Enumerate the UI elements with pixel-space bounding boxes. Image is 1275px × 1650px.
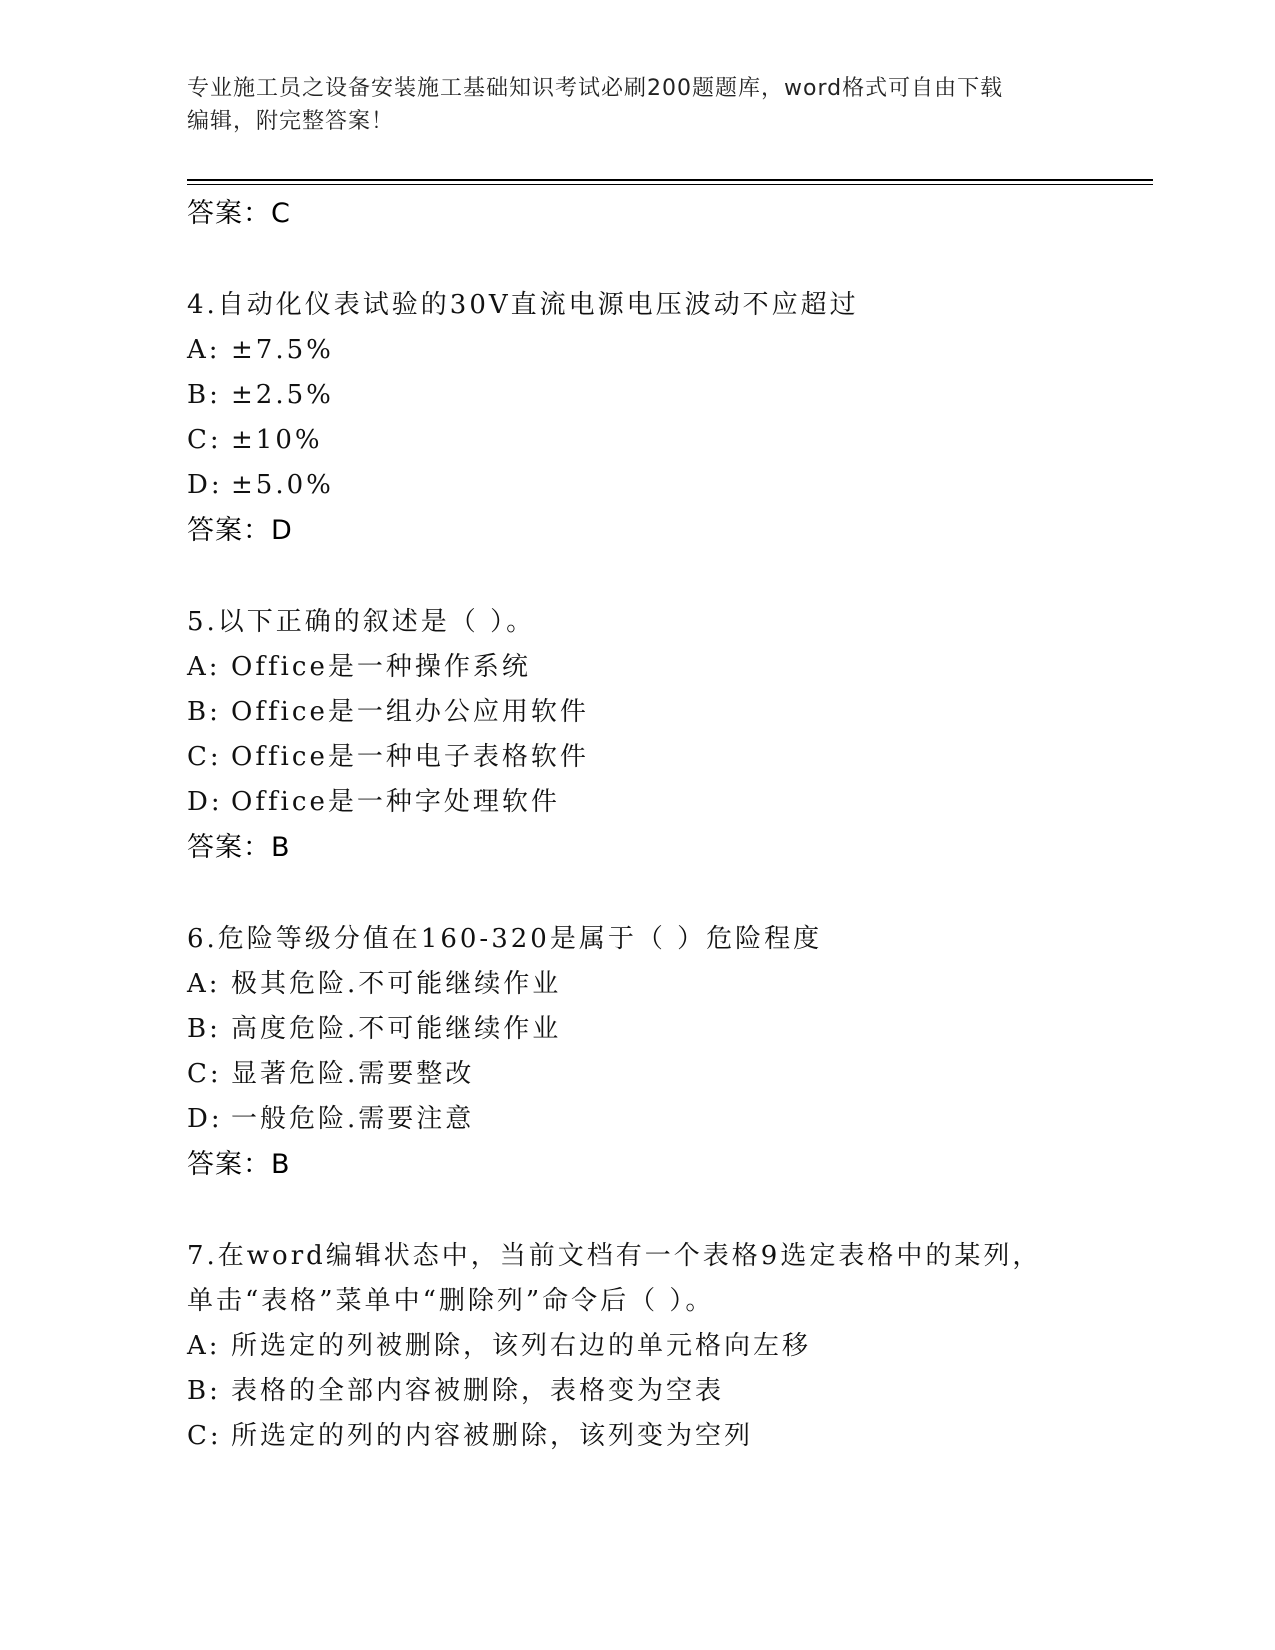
option-letter: A: xyxy=(187,652,221,682)
option-text: 极其危险.不可能继续作业 xyxy=(231,969,562,999)
question-list xyxy=(187,191,1087,1459)
question-block-4 xyxy=(187,283,1087,553)
option-letter: B: xyxy=(187,1376,221,1406)
header-line-1: 专业施工员之设备安装施工基础知识考试必刷200题题库，word格式可自由下载 xyxy=(187,76,1004,101)
option-b xyxy=(187,690,1087,735)
previous-answer: 答案：C xyxy=(187,198,291,229)
option-a xyxy=(187,962,1087,1007)
option-letter: A: xyxy=(187,1331,221,1361)
spacer xyxy=(187,1187,1087,1234)
option-b xyxy=(187,373,1087,418)
option-c xyxy=(187,418,1087,463)
option-letter: C: xyxy=(187,425,222,455)
option-c xyxy=(187,1414,1087,1459)
option-text: 高度危险.不可能继续作业 xyxy=(231,1014,562,1044)
option-b xyxy=(187,1007,1087,1052)
option-c xyxy=(187,1052,1087,1097)
option-letter: A: xyxy=(187,969,221,999)
option-d xyxy=(187,1097,1087,1142)
option-a xyxy=(187,645,1087,690)
option-letter: A: xyxy=(187,335,221,365)
option-d xyxy=(187,463,1087,508)
option-d xyxy=(187,780,1087,825)
option-text: Office是一组办公应用软件 xyxy=(231,697,589,727)
question-text: 4.自动化仪表试验的30V直流电源电压波动不应超过 xyxy=(187,290,859,320)
spacer xyxy=(187,870,1087,917)
header-rule-thick xyxy=(187,179,1153,181)
question-block-6 xyxy=(187,917,1087,1187)
option-letter: C: xyxy=(187,1059,222,1089)
answer-line: 答案：B xyxy=(187,1149,291,1180)
option-text: ±2.5% xyxy=(231,380,334,410)
option-text: Office是一种操作系统 xyxy=(231,652,531,682)
option-text: ±10% xyxy=(231,425,323,455)
option-text: 所选定的列被删除，该列右边的单元格向左移 xyxy=(231,1331,812,1361)
option-letter: C: xyxy=(187,742,222,772)
option-text: Office是一种电子表格软件 xyxy=(231,742,589,772)
option-a xyxy=(187,1324,1087,1369)
answer-line: 答案：B xyxy=(187,832,291,863)
option-letter: C: xyxy=(187,1421,222,1451)
option-text: 表格的全部内容被删除，表格变为空表 xyxy=(231,1376,725,1406)
option-text: 显著危险.需要整改 xyxy=(231,1059,475,1089)
question-block-7 xyxy=(187,1234,1087,1459)
option-letter: D: xyxy=(187,787,223,817)
option-text: 一般危险.需要注意 xyxy=(231,1104,475,1134)
option-text: 所选定的列的内容被删除，该列变为空列 xyxy=(231,1421,754,1451)
option-c xyxy=(187,735,1087,780)
option-letter: B: xyxy=(187,697,221,727)
option-text: Office是一种字处理软件 xyxy=(231,787,560,817)
question-block-5 xyxy=(187,600,1087,870)
option-text: ±7.5% xyxy=(231,335,334,365)
option-letter: B: xyxy=(187,1014,221,1044)
question-text: 6.危险等级分值在160-320是属于（ ）危险程度 xyxy=(187,924,823,954)
option-letter: D: xyxy=(187,470,223,500)
option-b xyxy=(187,1369,1087,1414)
header-line-2: 编辑，附完整答案！ xyxy=(187,109,395,134)
header-rule-thin xyxy=(187,184,1153,185)
option-a xyxy=(187,328,1087,373)
option-letter: D: xyxy=(187,1104,223,1134)
option-letter: B: xyxy=(187,380,221,410)
question-text: 5.以下正确的叙述是（ ）。 xyxy=(187,607,536,637)
option-text: ±5.0% xyxy=(231,470,334,500)
answer-line: 答案：D xyxy=(187,515,293,546)
spacer xyxy=(187,236,1087,283)
question-text: 7.在word编辑状态中，当前文档有一个表格9选定表格中的某列，单击“表格”菜单中“删除列”命令后（ ）。 xyxy=(187,1241,1042,1316)
document-header xyxy=(187,72,1087,138)
spacer xyxy=(187,553,1087,600)
